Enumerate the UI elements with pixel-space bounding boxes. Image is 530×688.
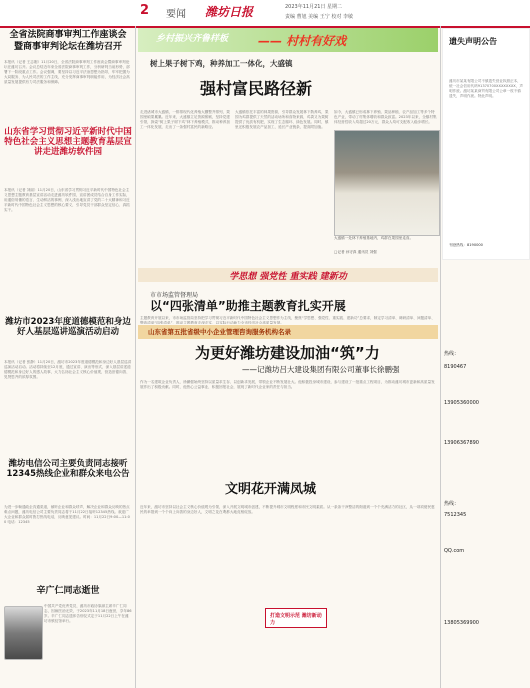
slogan-text: 学思想 强党性 重实践 建新功 bbox=[229, 272, 347, 282]
portrait-photo bbox=[4, 606, 43, 660]
article-title: 潍坊市2023年度道德模范和身边好人基层巡讲巡演活动启动 bbox=[5, 317, 131, 337]
article-body: 本报讯（记者 张静）11月20日，潍坊市2023年度道德模范和身边好人基层巡讲巡演活动启动。活动将持续至12月底，通过宣讲、演出等形式，深入基层讲述道德模范和身边好人的感人故事，大力弘扬社会主义核心价值观，营造崇德向善、见贤思齐的浓厚氛围。 bbox=[4, 360, 132, 379]
editor-line: 责编 曹旭 美编 王宁 校对 李敏 bbox=[285, 14, 353, 20]
rural-banner bbox=[138, 28, 438, 52]
article-title: 全省法院商事审判工作座谈会 bbox=[9, 30, 127, 40]
article-title: 为更好潍坊建设加油“筑”力 bbox=[195, 344, 380, 362]
phone-number: 13906367890 bbox=[444, 440, 479, 446]
farm-photo bbox=[334, 130, 440, 236]
hotline-number: 7512345 bbox=[444, 512, 467, 518]
stripe-text: 山东省第五批省级中小企业管理咨询服务机构名录 bbox=[148, 328, 291, 336]
column-divider-left bbox=[135, 26, 136, 688]
article-kicker: 市市场监管督理局 bbox=[150, 292, 199, 299]
article-body: 主题教育开展以来，市市场监管局坚持把学习贯彻习近平新时代中国特色社会主义思想作为主线，聚焦“学思想、强党性、重实践、建新功”总要求，制定学习清单、调研清单、问题清单、整改清单“四张清单”，推动主题教育走深走实，以实际行动助力全市经济社会高质量发展。 bbox=[140, 316, 435, 324]
article-title: 以“四张清单”助推主题教育扎实开展 bbox=[150, 299, 346, 313]
page-number: 2 bbox=[140, 3, 150, 18]
notice-panel bbox=[442, 28, 530, 260]
hotline-number: 8190467 bbox=[444, 364, 467, 370]
article-body: 本报讯（记者 刘丽）11月20日，山东省学习贯彻习近平新时代中国特色社会主义思想主题教育基层宣讲活动走进潍坊软件园，宣讲团成员结合自身工作实际，用通俗易懂的语言、生动鲜活的事例，深入浅出地宣讲了党的二十大精神和习近平新时代中国特色社会主义思想的核心要义，引导党员干部群众坚定信心、真抓实干。 bbox=[4, 188, 130, 212]
article-title: 山东省学习贯彻习近平新时代中国特色社会主义思想主题教育基层宣讲走进潍坊软件园 bbox=[4, 127, 132, 157]
issue-date: 2023年11月21日 星期二 bbox=[285, 4, 343, 10]
byline: □记者 孙守真 通讯员 刘强 bbox=[334, 250, 377, 254]
feature-body: 大盛镇依托丰富的林果资源，引导群众发展林下散养鸡，果园为鸡群提供了天然的活动场所和食物来源，鸡粪又为果树提供了优质有机肥，实现了生态循环、绿色发展。同时，镇里还积极发展农产品加工，延长产业链条，提高附加值。 bbox=[235, 110, 329, 129]
obituary-title: 辛广仁同志逝世 bbox=[36, 586, 100, 596]
hotline-label: 热线： bbox=[444, 351, 460, 357]
masthead bbox=[0, 0, 530, 28]
column-divider-right bbox=[440, 26, 441, 688]
article-body: 为进一步畅通政企沟通渠道，倾听企业和群众呼声，解决企业和群众反映的热点难点问题，潍坊电信公司主要负责同志将于11月22日接听12345热线。欢迎广大企业和群众届时拨打热线电话，反映意见建议。时间：11月22日9:00—11:00 电话：12345 bbox=[4, 505, 130, 524]
announcement-stripe bbox=[138, 325, 438, 339]
hotline-label: 热线： bbox=[444, 501, 460, 507]
paper-name: 潍坊日报 bbox=[205, 5, 254, 19]
notice-body: 潍坊市某某有限公司不慎遗失营业执照正本，统一社会信用代码91370700XXXXXXXX，声明作废。潍坊某某商贸有限公司公章一枚不慎遗失，声明作废。特此声明。 bbox=[449, 79, 523, 98]
obituary-body: 中国共产党优秀党员，潍坊市政协原副主席辛广仁同志，因病医治无效，于2023年11月18日逝世，享年86岁。辛广仁同志遗体告别仪式定于11月22日上午在潍坊市殡仪馆举行。 bbox=[44, 604, 132, 623]
feature-body: 如今，大盛镇已形成林下养殖、果品种植、农产品加工等多个特色产业，带动了村集体增收和群众致富。2023年以来，全镇村集体经营性收入均超过20万元，群众人均可支配收入稳步增长。 bbox=[334, 110, 437, 124]
feature-body: 走进诸城市大盛镇，一排排现代化养殖大棚整齐排列，果园里硕果累累。近年来，大盛镇立足资源禀赋，坚持党建引领，探索“树上果子树下鸡”林下养殖模式，推动种养加工一体化发展，走出了一条强村富民的新路径。 bbox=[140, 110, 230, 129]
article-body: 作为一名建筑企业负责人，徐鹏强始终坚持以质量求生存、以创新求发展，带领企业不断发展壮大。他积极投身城市建设，参与建设了一批重点工程项目，为推动潍坊城市更新和高质量发展作出了积极贡献。同时，他热心公益事业，积极回报社会，展现了新时代企业家的责任与担当。 bbox=[140, 380, 435, 389]
notice-title: 遗失声明公告 bbox=[449, 37, 497, 46]
qq-label: QQ.com bbox=[444, 548, 465, 554]
article-title: 文明花开满凤城 bbox=[225, 482, 317, 497]
slogan-bar bbox=[138, 268, 438, 282]
article-subtitle: ——记潍坊吕大建设集团有限公司董事长徐鹏强 bbox=[242, 365, 400, 374]
banner-left-text: 乡村振兴齐鲁样板 bbox=[156, 34, 229, 44]
article-subtitle: 暨商事审判论坛在潍坊召开 bbox=[13, 42, 122, 52]
phone-number: 13905360000 bbox=[444, 400, 479, 406]
phone-number: 13805369900 bbox=[444, 620, 479, 626]
quote-box bbox=[265, 608, 327, 628]
banner-right-text: —— 村村有好戏 bbox=[258, 34, 347, 48]
feature-kicker: 树上果子树下鸡，种养加工一体化，大盛镇 bbox=[150, 59, 293, 68]
article-title: 潍坊电信公司主要负责同志接听12345热线企业和群众来电公告 bbox=[6, 459, 130, 479]
quote-text: 打造文明示范 潍坊新动力 bbox=[270, 613, 322, 626]
photo-caption: 大盛镇一处林下养殖基地内，鸡群在果园里觅食。 bbox=[334, 236, 414, 240]
feature-title: 强村富民路径新 bbox=[200, 79, 313, 98]
section-name: 要闻 bbox=[166, 9, 186, 20]
article-body: 本报讯（记者 王志刚）11月20日，全省法院商事审判工作座谈会暨商事审判论坛在潍坊召开。会议总结近年来全省法院商事审判工作，分析研判当前形势，部署下一阶段重点工作。会议强调，要坚持以习近平法治思想为指导，牢牢把握为大局服务、为人民司法的工作主线，充分发挥商事审判职能作用，为经济社会高质量发展提供有力司法服务和保障。 bbox=[4, 60, 130, 84]
notice-footer: 刊登热线：8190000 bbox=[449, 243, 483, 247]
article-body: 近年来，潍坊市坚持以社会主义核心价值观为引领，深入开展文明城市创建，不断提升城市文明程度和市民文明素质。从一条条干净整洁的街道到一个个充满活力的社区，从一项项便民惠民的举措到一个个向上向善的身边好人，文明之花在鸢都大地竞相绽放。 bbox=[140, 505, 435, 514]
